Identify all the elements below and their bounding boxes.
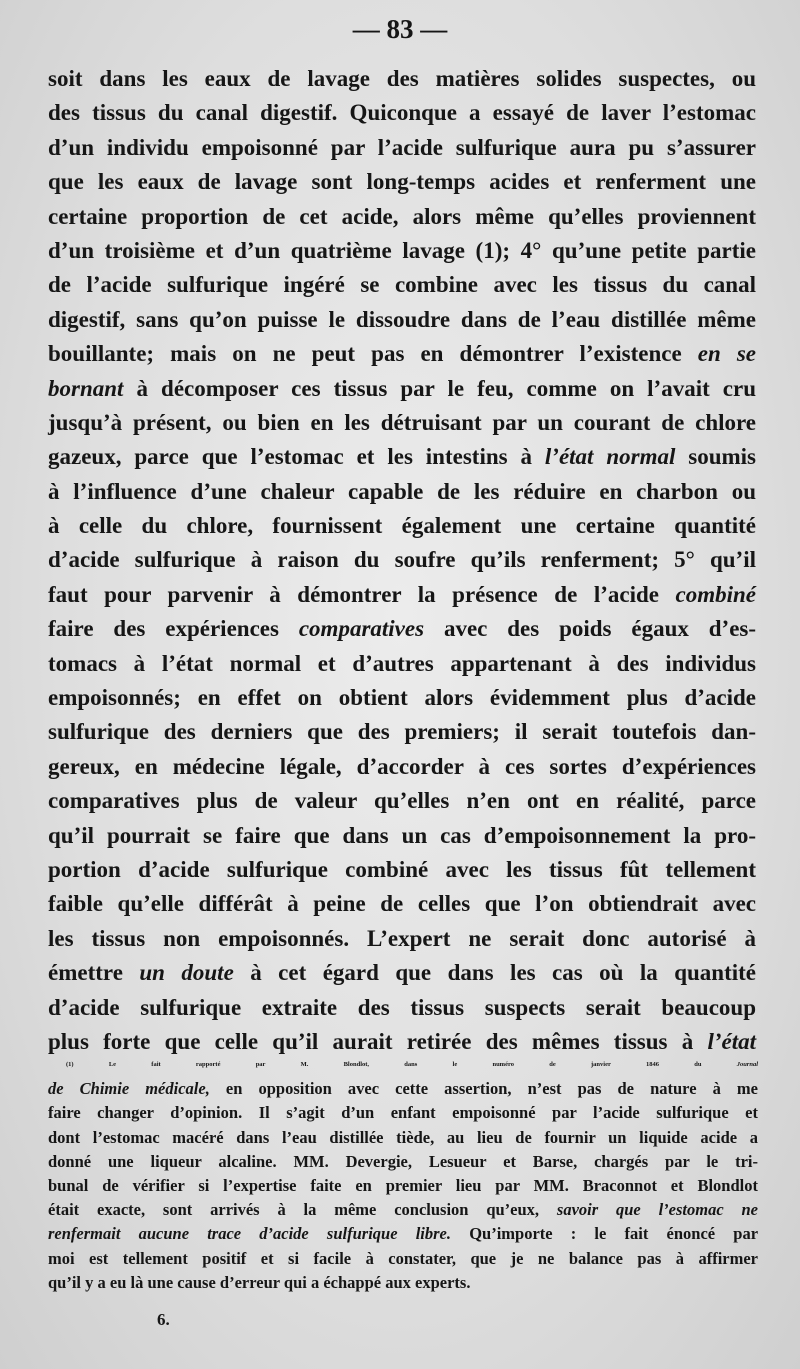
text-fragment: était exacte, sont arrivés à la même conclusion qu’eux, xyxy=(48,1200,540,1220)
text-fragment: (1) Le fait rapporté par M. Blondlot, dans le numéro de janvier 1846 du xyxy=(66,1061,702,1068)
text-fragment: bouillante; mais on ne peut pas en démontrer l’existence xyxy=(48,341,682,367)
italic-fragment: l’état xyxy=(707,1028,757,1054)
footnote-line: donné une liqueur alcaline. MM. Devergie, Lesueur et Barse, chargés par le tri- xyxy=(48,1151,758,1171)
text-fragment: à décomposer ces tissus par le feu, comme on l’avait cru xyxy=(136,375,756,401)
text-line: jusqu’à présent, ou bien en les détruisant par un courant de chlore xyxy=(48,409,756,435)
text-line: d’un troisième et d’un quatrième lavage (1); 4° qu’une petite partie xyxy=(48,237,756,263)
text-line: des tissus du canal digestif. Quiconque a essayé de laver l’estomac xyxy=(48,100,756,126)
text-fragment: faut pour parvenir à démontrer la présence de l’acide xyxy=(48,581,659,607)
text-fragment: Qu’importe : le fait énoncé par xyxy=(469,1224,759,1244)
italic-fragment: renfermait aucune trace d’acide sulfurique libre. xyxy=(48,1224,451,1244)
text-line: faible qu’elle différât à peine de celles que l’on obtiendrait avec xyxy=(48,891,756,917)
italic-fragment: en se xyxy=(697,341,756,367)
text-line xyxy=(48,956,756,990)
text-line: portion d’acide sulfurique combiné avec les tissus fût tellement xyxy=(48,856,756,882)
text-line xyxy=(48,372,756,406)
footnote-line: moi est tellement positif et si facile à constater, que je ne balance pas à affirmer xyxy=(48,1248,758,1268)
text-fragment: plus forte que celle qu’il aurait retirée des mêmes tissus à xyxy=(48,1028,694,1054)
italic-fragment: Journal xyxy=(736,1061,759,1068)
text-line xyxy=(48,337,756,371)
text-line: tomacs à l’état normal et d’autres appartenant à des individus xyxy=(48,650,756,676)
footnote-line: qu’il y a eu là une cause d’erreur qui a échappé aux experts. xyxy=(48,1272,471,1292)
text-line: à l’influence d’une chaleur capable de les réduire en charbon ou xyxy=(48,478,756,504)
text-fragment: soumis xyxy=(688,444,757,470)
footnote-line xyxy=(48,1222,758,1246)
footnote xyxy=(48,1053,758,1295)
text-line xyxy=(48,440,756,474)
text-line: digestif, sans qu’on puisse le dissoudre dans de l’eau distillée même xyxy=(48,306,756,332)
footnote-line: dont l’estomac macéré dans l’eau distillée tiède, au lieu de fournir un liquide acide a xyxy=(48,1127,758,1147)
text-fragment: gazeux, parce que l’estomac et les intestins à xyxy=(48,444,532,470)
footnote-line xyxy=(48,1053,758,1077)
text-line: les tissus non empoisonnés. L’expert ne serait donc autorisé à xyxy=(48,925,756,951)
text-fragment: en opposition avec cette assertion, n’est pas de nature à me xyxy=(225,1079,758,1099)
italic-fragment: un doute xyxy=(139,960,234,986)
italic-fragment: savoir que l’estomac ne xyxy=(556,1200,759,1220)
italic-fragment: bornant xyxy=(48,375,124,401)
italic-fragment: de Chimie médicale, xyxy=(48,1079,210,1099)
footnote-line: faire changer d’opinion. Il s’agit d’un enfant empoisonné par l’acide sulfurique et xyxy=(48,1103,758,1123)
text-line: gereux, en médecine légale, d’accorder à ces sortes d’expériences xyxy=(48,753,756,779)
text-line: de l’acide sulfurique ingéré se combine avec les tissus du canal xyxy=(48,272,756,298)
text-line: soit dans les eaux de lavage des matières solides suspectes, ou xyxy=(48,66,756,91)
main-text xyxy=(48,62,756,1059)
text-line: certaine proportion de cet acide, alors même qu’elles proviennent xyxy=(48,203,756,229)
text-fragment: émettre xyxy=(48,960,123,986)
text-line: que les eaux de lavage sont long-temps acides et renferment une xyxy=(48,169,756,195)
text-fragment: faire des expériences xyxy=(48,616,279,642)
footnote-line: bunal de vérifier si l’expertise faite en premier lieu par MM. Braconnot et Blondlot xyxy=(48,1175,758,1195)
text-line: d’acide sulfurique à raison du soufre qu’ils renferment; 5° qu’il xyxy=(48,547,756,573)
page-number: — 83 — xyxy=(352,14,448,44)
footnote-line xyxy=(48,1077,758,1101)
italic-fragment: l’état normal xyxy=(544,444,676,470)
text-line: à celle du chlore, fournissent également une certaine quantité xyxy=(48,513,756,539)
text-line xyxy=(48,612,756,646)
text-line: d’acide sulfurique extraite des tissus suspects serait beaucoup xyxy=(48,994,756,1020)
text-fragment: à cet égard que dans les cas où la quantité xyxy=(250,960,757,986)
text-line: qu’il pourrait se faire que dans un cas d’empoisonnement la pro- xyxy=(48,822,756,848)
italic-fragment: comparatives xyxy=(298,616,425,642)
text-line: d’un individu empoisonné par l’acide sulfurique aura pu s’assurer xyxy=(48,134,756,160)
text-line xyxy=(48,578,756,612)
text-line: comparatives plus de valeur qu’elles n’en ont en réalité, parce xyxy=(48,788,756,814)
footnote-line xyxy=(48,1198,758,1222)
text-line: empoisonnés; en effet on obtient alors évidemment plus d’acide xyxy=(48,685,756,711)
italic-fragment: combiné xyxy=(675,581,757,607)
signature-mark: 6. xyxy=(157,1310,170,1329)
text-fragment: avec des poids égaux d’es- xyxy=(443,616,757,642)
text-line: sulfurique des derniers que des premiers; il serait toutefois dan- xyxy=(48,719,756,745)
